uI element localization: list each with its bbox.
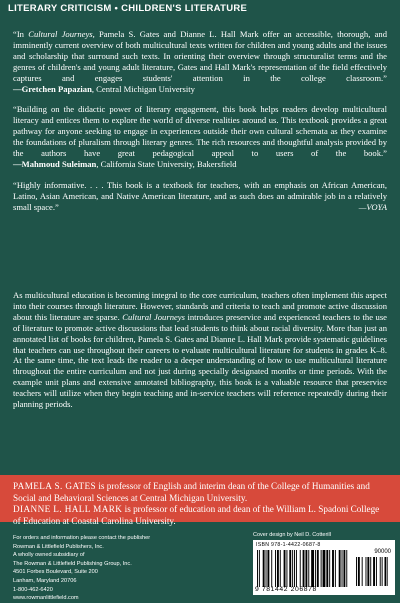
- barcode-bar: [271, 550, 272, 587]
- barcode-bar: [380, 557, 381, 586]
- barcode-bar: [263, 550, 265, 587]
- endorsement-papazian: “In Cultural Journeys, Pamela S. Gates and Dianne L. Hall Mark offer an accessible, thorough, and imminently current overview of both multicultural texts written for children and young adults and the issues and scholarship that surround such texts. In orienting their overview through structuralist terms and the genres of children's and young adult literature, Gates and Hall Mark's representation of the field effectively captures and engages students' attention in the college classroom.” —Gretchen Papazian, Central Michigan University: [13, 29, 387, 94]
- barcode-bar: [387, 557, 388, 586]
- endorsement-voya: “Highly informative. . . . This book is a textbook for teachers, with an emphasis on African American, Latino, Asian American, and Native American literature, and as such does an admirable job in a relatively small space.” —VOYA: [13, 179, 387, 212]
- barcode-bar: [303, 550, 305, 587]
- barcode-bar: [370, 557, 371, 586]
- series-label: LITERARY CRITICISM • CHILDREN'S LITERATURE: [8, 3, 248, 14]
- author-bio-mark: DIANNE L. HALL MARK is professor of education and dean of the William L. Spadoni College of Education at Coastal Carolina University.: [13, 504, 380, 526]
- barcode-bar: [366, 557, 367, 586]
- barcode-bar: [259, 550, 260, 587]
- publisher-info: [13, 534, 183, 603]
- book-description: As multicultural education is becoming integral to the core curriculum, teachers often implement this aspect into their courses through literature. However, standards and criteria to teach and promote active discussion about this literature are sparse. Cultural Journeys introduces preservice and experienced teachers to the use of literature to promote active discussions that lead students to think about racial diversity. More than just an annotated list of books for children, Pamela S. Gates and Dianne L. Hall Mark provide systematic guidelines that teachers can use throughout their careers to evaluate multicultural literature for students in grades K–8. At the same time, the text leads the reader to a deeper understanding of how to use multicultural literature throughout the entire curriculum and not just during specially designated months or time periods. With the example unit plans and extensive annotated bibliography, this book is a valuable resource that preservice teachers will utilize when they begin teaching and in-service teachers will reference repeatedly during their planning periods.: [13, 290, 387, 410]
- publisher-line: 1-800-462-6420: [13, 586, 53, 593]
- publisher-line: The Rowman & Littlefield Publishing Group, Inc.: [13, 560, 132, 567]
- barcode-bar: [267, 550, 269, 587]
- barcode-bar: [280, 550, 281, 587]
- ean-barcode-bars: [257, 550, 351, 587]
- series-header-bar: [0, 0, 400, 19]
- barcode-bar: [300, 550, 301, 587]
- barcode-bar: [385, 557, 387, 586]
- publisher-line: Rowman & Littlefield Publishers, Inc.: [13, 543, 104, 550]
- barcode-bar: [356, 557, 357, 586]
- barcode-bar: [257, 550, 258, 587]
- publisher-line: Lanham, Maryland 20706: [13, 577, 77, 584]
- barcode-bar: [317, 550, 319, 587]
- author-name: PAMELA S. GATES: [13, 481, 97, 491]
- barcode-bar: [382, 557, 383, 586]
- barcode-bar: [367, 557, 369, 586]
- barcode-bar: [284, 550, 286, 587]
- barcode-bar: [286, 550, 287, 587]
- barcode-bar: [305, 550, 307, 587]
- cover-design-credit: Cover design by Neil D. Cotterill: [253, 532, 331, 538]
- endorsement-source: —VOYA: [358, 201, 387, 212]
- barcode-bar: [335, 550, 336, 587]
- isbn-number: ISBN 978-1-4422-0687-8: [256, 542, 321, 548]
- isbn-barcode: [253, 540, 395, 595]
- barcode-bar: [346, 550, 347, 587]
- barcode-bar: [343, 550, 345, 587]
- barcode-bar: [358, 557, 360, 586]
- price-code: 90000: [374, 549, 391, 555]
- book-title-italic: Cultural Journeys: [28, 29, 93, 39]
- barcode-bar: [294, 550, 295, 587]
- barcode-bar: [373, 557, 375, 586]
- author-name: DIANNE L. HALL MARK: [13, 504, 123, 514]
- endorsement-attribution: —Mahmoud Suleiman, California State University, Bakersfield: [13, 158, 237, 169]
- publisher-line: A wholly owned subsidiary of: [13, 552, 85, 559]
- endorsement-attribution: —Gretchen Papazian, Central Michigan University: [13, 83, 195, 94]
- barcode-bar: [289, 550, 291, 587]
- barcode-bar: [292, 550, 293, 587]
- barcode-bar: [323, 550, 326, 587]
- barcode-bar: [362, 557, 363, 586]
- barcode-bar: [315, 550, 316, 587]
- barcode-bar: [332, 550, 334, 587]
- barcode-bar: [275, 550, 276, 587]
- barcode-digits: 9 781442 206878: [255, 586, 317, 593]
- barcode-bar: [308, 550, 309, 587]
- book-title-italic: Cultural Journeys: [122, 311, 185, 322]
- barcode-bar: [342, 550, 343, 587]
- barcode-bar: [296, 550, 297, 587]
- barcode-bar: [329, 550, 330, 587]
- barcode-bar: [339, 550, 341, 587]
- barcode-bar: [277, 550, 279, 587]
- publisher-line: 4501 Forbes Boulevard, Suite 200: [13, 569, 98, 576]
- barcode-bar: [321, 550, 322, 587]
- endorsement-suleiman: “Building on the didactic power of literary engagement, this book helps readers develop multicultural literacy and entices them to explore the world of diverse realities around us. This textbook provides a great pathway for anyone seeking to engage in experiences outside their own cultural schemata as they examine the foundations of pluralism through literary genres. The rich resources and thoughtful analysis provided by the authors have great pedagogical appeal to users of the book.” —Mahmoud Suleiman, California State University, Bakersfield: [13, 104, 387, 169]
- endorsements: [13, 29, 387, 213]
- publisher-line: www.rowmanlittlefield.com: [13, 595, 79, 602]
- barcode-bar: [326, 550, 328, 587]
- barcode-bar: [311, 550, 314, 587]
- addon-barcode-bars: [356, 557, 388, 586]
- publisher-line: For orders and information please contact the publisher: [13, 535, 151, 541]
- barcode-bar: [266, 550, 267, 587]
- author-bio-gates: PAMELA S. GATES is professor of English and interim dean of the College of Humanities and Social and Behavioral Sciences at Central Michigan University.: [13, 481, 370, 503]
- barcode-bar: [376, 557, 377, 586]
